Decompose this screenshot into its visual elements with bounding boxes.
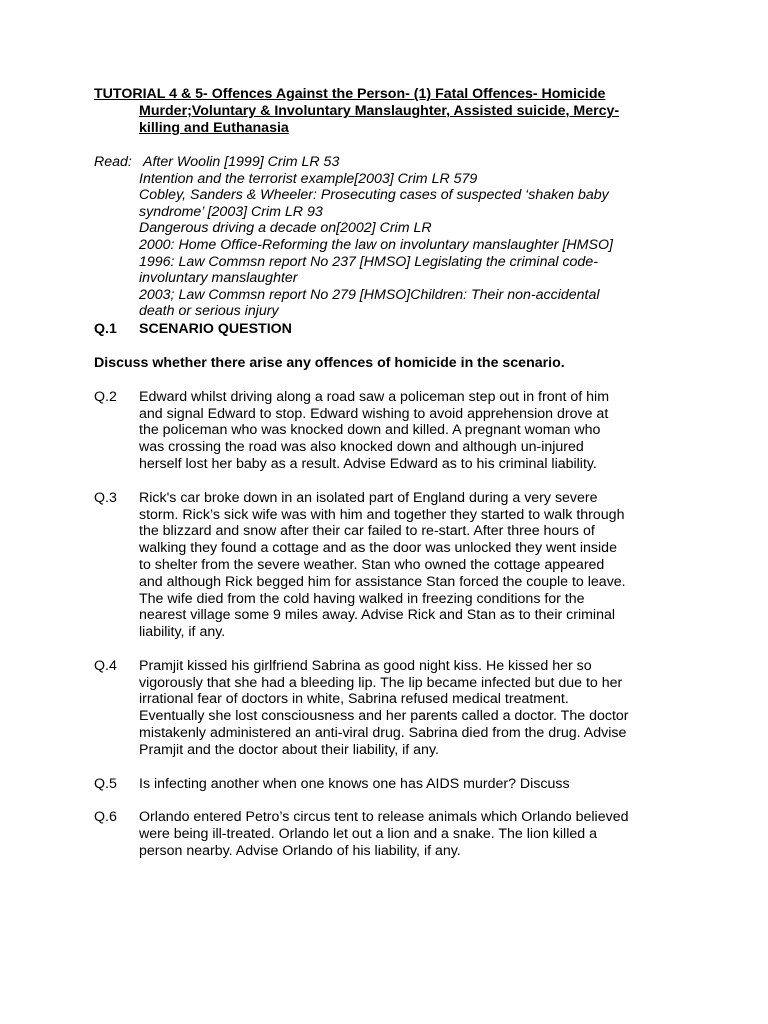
question-text: the policeman who was knocked down and killed. A pregnant woman who [139,422,601,439]
question-text: Is infecting another when one knows one has AIDS murder? Discuss [139,775,570,792]
question-text: the blizzard and snow after their car failed to re-start. After three hours of [139,523,595,540]
reading-item: death or serious injury [139,303,279,320]
question-text: mistakenly administered an anti-viral drug. Sabrina died from the drug. Advise [139,725,627,742]
question-2 [94,389,678,473]
question-number: Q.4 [94,657,117,674]
reading-item: 2000: Home Office-Reforming the law on involuntary manslaughter [HMSO] [139,236,613,253]
question-number: Q.1 [94,320,117,337]
reading-item: involuntary manslaughter [139,270,298,287]
title-line: Murder;Voluntary & Involuntary Manslaughter, Assisted suicide, Mercy- [139,103,620,119]
question-text: and although Rick begged him for assistance Stan forced the couple to leave. [139,573,626,590]
question-text: Eventually she lost consciousness and her parents called a doctor. The doctor [139,708,629,725]
reading-item: After Woolin [1999] Crim LR 53 [143,154,340,170]
reading-item: 1996: Law Commsn report No 237 [HMSO] Legislating the criminal code- [139,253,598,270]
question-text: Rick's car broke down in an isolated part of England during a very severe [139,489,598,506]
reading-item: Intention and the terrorist example[2003] Crim LR 579 [139,170,478,187]
question-text: walking they found a cottage and as the door was unlocked they went inside [139,540,617,557]
question-text: herself lost her baby as a result. Advise Edward as to his criminal liability. [139,455,597,472]
question-text: nearest village some 9 miles away. Advise Rick and Stan as to their criminal [139,607,616,624]
question-text: was crossing the road was also knocked down and although un-injured [139,439,584,456]
reading-item: 2003; Law Commsn report No 279 [HMSO]Children: Their non-accidental [139,286,600,303]
question-4 [94,658,678,759]
tutorial-title [94,86,678,137]
question-text: Edward whilst driving along a road saw a policeman step out in front of him [139,388,610,405]
question-5 [94,776,678,793]
question-3 [94,490,678,641]
question-text: irrational fear of doctors in white, Sabrina refused medical treatment. [139,691,569,708]
question-text: Pramjit and the doctor about their liability, if any. [139,741,439,758]
question-text: Pramjit kissed his girlfriend Sabrina as good night kiss. He kissed her so [139,657,592,674]
question-text: Orlando entered Petro’s circus tent to release animals which Orlando believed [139,809,629,826]
question-number: Q.6 [94,809,117,826]
reading-item: Dangerous driving a decade on[2002] Crim LR [139,220,432,237]
reading-item: Cobley, Sanders & Wheeler: Prosecuting cases of suspected ‘shaken baby [139,187,609,204]
question-text: storm. Rick’s sick wife was with him and together they started to walk through [139,506,625,523]
question-text: and signal Edward to stop. Edward wishing to avoid apprehension drove at [139,405,609,422]
question-text: vigorously that she had a bleeding lip. The lip became infected but due to her [139,674,623,691]
reading-label: Read: [94,154,132,170]
scenario-instruction: Discuss whether there arise any offences of homicide in the scenario. [94,354,565,371]
question-6 [94,809,678,859]
title-line: killing and Euthanasia [139,120,289,136]
reading-list [94,154,678,320]
question-text: liability, if any. [139,624,226,641]
question-number: Q.3 [94,489,117,506]
question-text: to shelter from the severe weather. Stan who owned the cottage appeared [139,556,605,573]
question-text: SCENARIO QUESTION [139,320,292,337]
question-text: person nearby. Advise Orlando of his liability, if any. [139,843,461,860]
question-text: The wife died from the cold having walked in freezing conditions for the [139,590,585,607]
question-text: were being ill-treated. Orlando let out a lion and a snake. The lion killed a [139,826,597,843]
question-1 [94,321,678,338]
question-number: Q.5 [94,775,117,792]
question-number: Q.2 [94,388,117,405]
title-line: TUTORIAL 4 & 5- Offences Against the Person- (1) Fatal Offences- Homicide [94,86,606,102]
reading-item: syndrome’ [2003] Crim LR 93 [139,203,323,220]
